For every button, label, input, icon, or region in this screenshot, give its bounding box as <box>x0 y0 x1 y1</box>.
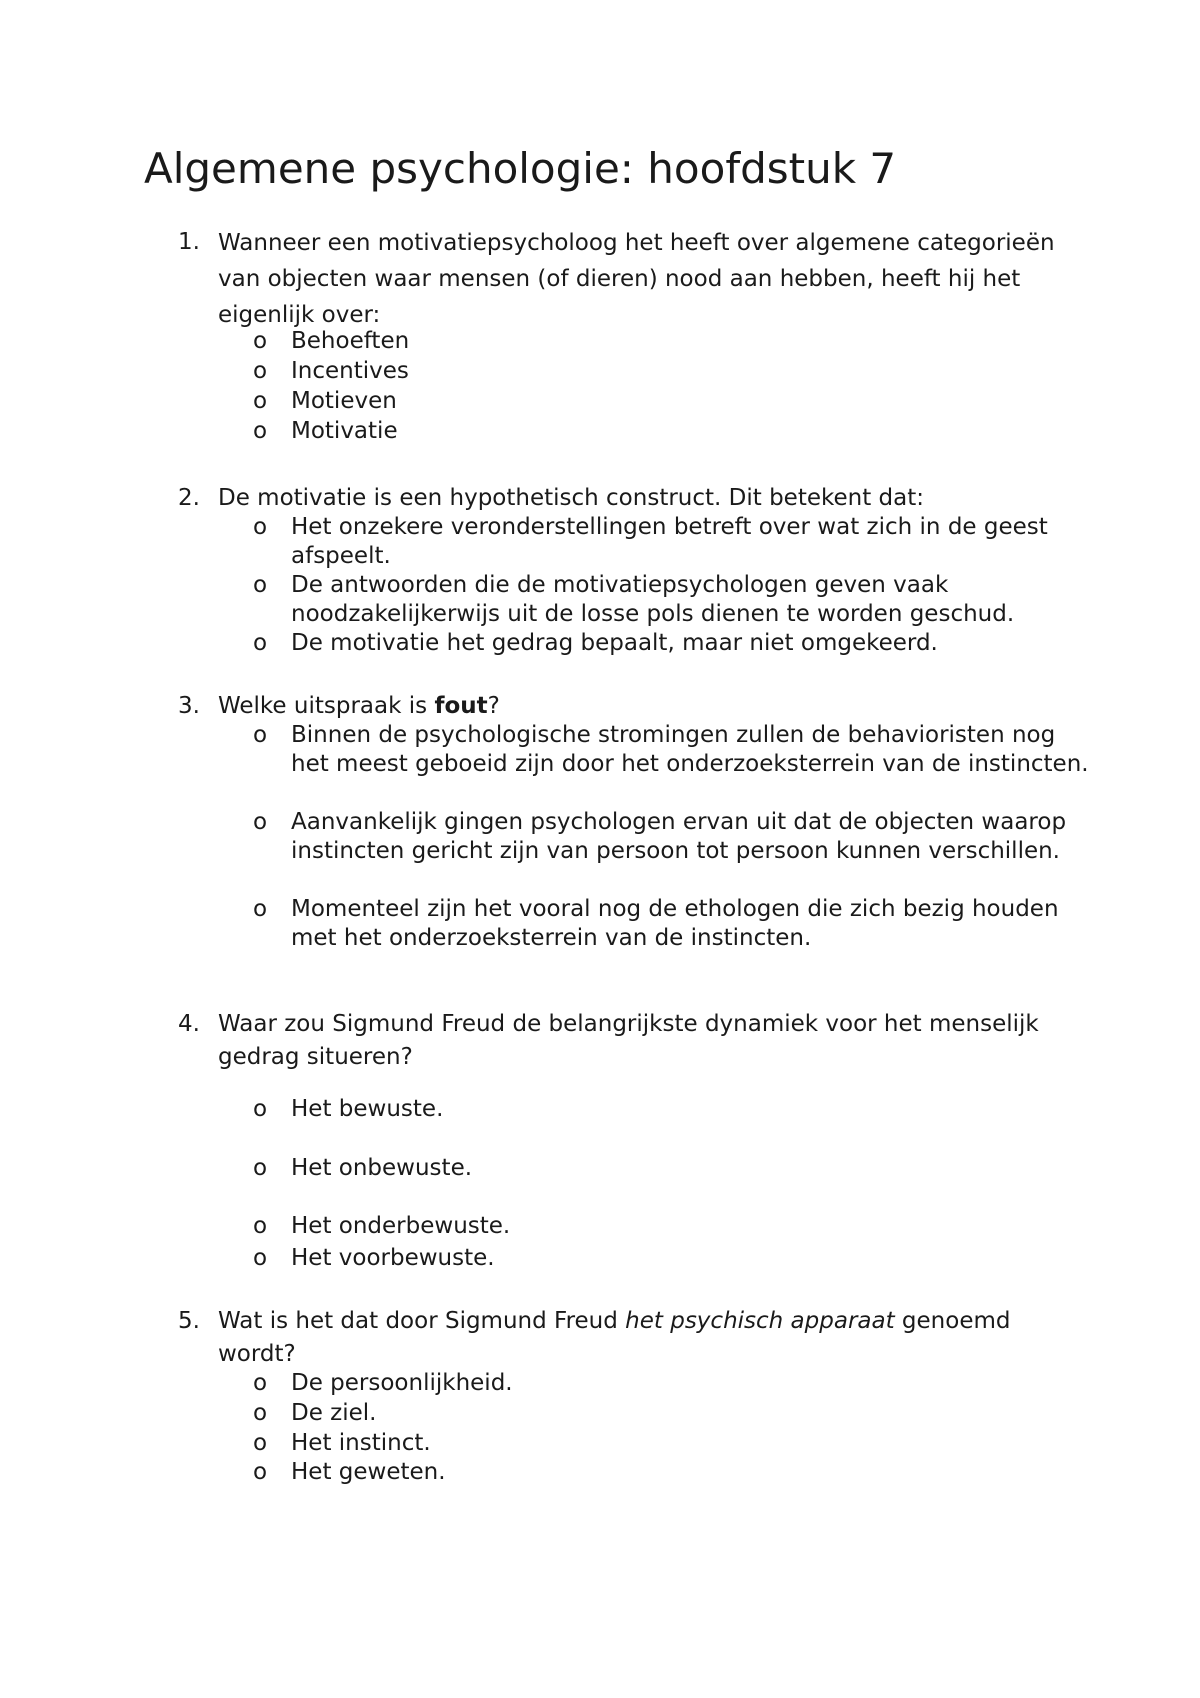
option-bullet: o <box>253 1096 268 1122</box>
option-bullet: o <box>253 1245 268 1271</box>
question-text-start: Wat is het dat door Sigmund Freud <box>218 1308 626 1334</box>
answer-option: Aanvankelijk gingen psychologen ervan uit dat de objecten waarop instincten gericht zijn van persoon tot persoon kunnen verschillen. <box>291 809 1067 864</box>
question-emphasis: fout <box>434 693 488 719</box>
page-title: Algemene psychologie: hoofdstuk 7 <box>144 144 897 193</box>
answer-option: De antwoorden die de motivatiepsychologen geven vaak noodzakelijkerwijs uit de losse pols dienen te worden geschud. <box>291 572 1015 627</box>
answer-option: Motieven <box>291 388 397 414</box>
question-text: Wanneer een motivatiepsycholoog het heeft over algemene categorieën van objecten waar mensen (of dieren) nood aan hebben, heeft hij het eigenlijk over: <box>218 230 1055 328</box>
answer-option: De persoonlijkheid. <box>291 1370 513 1396</box>
option-bullet: o <box>253 630 268 656</box>
option-bullet: o <box>253 1400 268 1426</box>
question-number: 2. <box>178 485 200 511</box>
question-text: Waar zou Sigmund Freud de belangrijkste dynamiek voor het menselijk gedrag situeren? <box>218 1011 1039 1070</box>
question-text-end: genoemd wordt? <box>218 1308 1011 1367</box>
answer-option: Momenteel zijn het vooral nog de ethologen die zich bezig houden met het onderzoeksterrein van de instincten. <box>291 896 1059 951</box>
answer-option: Het onzekere veronderstellingen betreft over wat zich in de geest afspeelt. <box>291 514 1048 569</box>
question-text-start: Welke uitspraak is <box>218 693 435 719</box>
question-text-end: ? <box>487 693 500 719</box>
option-bullet: o <box>253 418 268 444</box>
question-number: 3. <box>178 693 200 719</box>
option-bullet: o <box>253 722 268 748</box>
question-text: De motivatie is een hypothetisch construct. Dit betekent dat: <box>218 485 925 511</box>
answer-option: Het onbewuste. <box>291 1155 473 1181</box>
option-bullet: o <box>253 358 268 384</box>
answer-option: Het instinct. <box>291 1430 431 1456</box>
question-emphasis: het psychisch apparaat <box>625 1308 895 1334</box>
answer-option: Het bewuste. <box>291 1096 444 1122</box>
option-bullet: o <box>253 1430 268 1456</box>
answer-option: Behoeften <box>291 328 410 354</box>
option-bullet: o <box>253 809 268 835</box>
question-number: 5. <box>178 1308 200 1334</box>
answer-option: Het onderbewuste. <box>291 1213 511 1239</box>
option-bullet: o <box>253 328 268 354</box>
option-bullet: o <box>253 388 268 414</box>
question-number: 1. <box>178 229 200 255</box>
option-bullet: o <box>253 1370 268 1396</box>
option-bullet: o <box>253 896 268 922</box>
option-bullet: o <box>253 572 268 598</box>
option-bullet: o <box>253 1155 268 1181</box>
answer-option: De ziel. <box>291 1400 377 1426</box>
answer-option: Het voorbewuste. <box>291 1245 495 1271</box>
answer-option: Het geweten. <box>291 1459 446 1485</box>
question-text <box>218 692 1078 721</box>
question-number: 4. <box>178 1011 200 1037</box>
answer-option: De motivatie het gedrag bepaalt, maar niet omgekeerd. <box>291 630 938 656</box>
option-bullet: o <box>253 514 268 540</box>
option-bullet: o <box>253 1213 268 1239</box>
answer-option: Motivatie <box>291 418 398 444</box>
question-text <box>218 1305 1078 1371</box>
answer-option: Binnen de psychologische stromingen zullen de behavioristen nog het meest geboeid zijn door het onderzoeksterrein van de instincten. <box>291 722 1089 777</box>
option-bullet: o <box>253 1459 268 1485</box>
answer-option: Incentives <box>291 358 409 384</box>
